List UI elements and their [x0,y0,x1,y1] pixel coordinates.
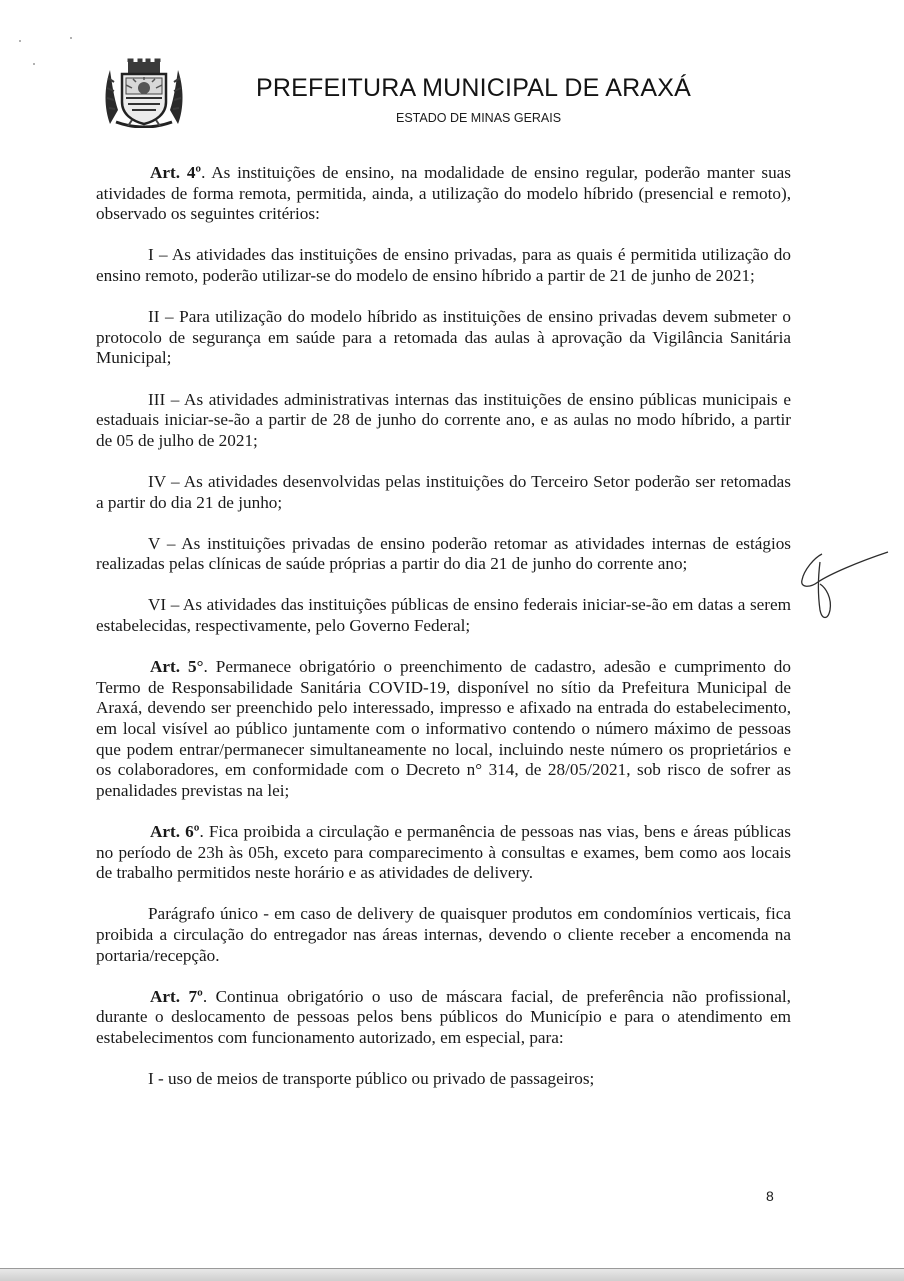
article-4-item-3: III – As atividades administrativas internas das instituições de ensino públicas municipais e estaduais iniciar-se-ão a partir de 28 de junho do corrente ano, e as aulas no modo híbrido, a partir de 05 de julho de 2021; [96,389,791,450]
handwritten-initials-signature [796,548,896,628]
municipality-title: PREFEITURA MUNICIPAL DE ARAXÁ [256,74,692,102]
article-4-item-4: IV – As atividades desenvolvidas pelas instituições do Terceiro Setor poderão ser retomadas a partir do dia 21 de junho; [96,471,791,512]
article-4-item-6: VI – As atividades das instituições públicas de ensino federais iniciar-se-ão em datas a serem estabelecidas, respectivamente, pelo Governo Federal; [96,595,791,636]
article-7 [96,987,791,1049]
article-text: . Fica proibida a circulação e permanência de pessoas nas vias, bens e áreas públicas no período de 23h às 05h, exceto para comparecimento à consultas e exames, bem como aos locais de trabalho permitidos neste horário e as atividades de delivery. [96,822,791,883]
article-text: . Continua obrigatório o uso de máscara facial, de preferência não profissional, durante o deslocamento de pessoas pelos bens públicos do Município e para o atendimento em estabelecimentos com funcionamento autorizado, em especial, para: [96,986,791,1047]
article-5 [96,657,791,801]
article-4-item-5: V – As instituições privadas de ensino poderão retomar as atividades internas de estágios realizadas pelas clínicas de saúde próprias a partir do dia 21 de junho do corrente ano; [96,533,791,574]
article-4 [96,163,791,225]
article-label: Art. 5° [150,657,204,677]
article-6 [96,822,791,884]
decree-body [96,163,791,1110]
scan-bottom-edge [0,1268,904,1281]
article-text: . Permanece obrigatório o preenchimento de cadastro, adesão e cumprimento do Termo de Responsabilidade Sanitária COVID-19, disponível no sítio da Prefeitura Municipal de Araxá, devendo ser preenchido pelo interessado, impresso e afixado na entrada do estabelecimento, em local visível ao público juntamente com o informativo contendo o número máximo de pessoas que podem entrar/permanecer simultaneamente no local, incluindo neste número os proprietários e os colaboradores, em conformidade com o Decreto n° 314, de 28/05/2021, sob risco de sofrer as penalidades previstas na lei; [96,657,791,800]
article-4-item-1: I – As atividades das instituições de ensino privadas, para as quais é permitida utilização do ensino remoto, poderão utilizar-se do modelo de ensino híbrido a partir de 21 de junho de 2021; [96,245,791,285]
article-label: Art. 4º [150,163,202,182]
article-7-item-1: I - uso de meios de transporte público ou privado de passageiros; [148,1069,595,1089]
state-subtitle: ESTADO DE MINAS GERAIS [396,111,562,125]
article-6-sole-paragraph: Parágrafo único - em caso de delivery de quaisquer produtos em condomínios verticais, fica proibida a circulação do entregador nas áreas internas, devendo o cliente receber a encomenda na portaria/recepção. [96,904,791,965]
page-number: 8 [766,1188,774,1204]
article-label: Art. 6º [150,822,200,841]
article-4-item-2: II – Para utilização do modelo híbrido as instituições de ensino privadas devem submeter o protocolo de segurança em saúde para a retomada das aulas à aprovação da Vigilância Sanitária Municipal; [96,307,791,368]
letterhead [0,0,904,140]
article-label: Art. 7º [150,986,203,1006]
article-text: . As instituições de ensino, na modalidade de ensino regular, poderão manter suas atividades de forma remota, permitida, ainda, a utilização do modelo híbrido (presencial e remoto), observado os seguintes critérios: [96,163,791,224]
coat-of-arms-icon [102,58,186,128]
